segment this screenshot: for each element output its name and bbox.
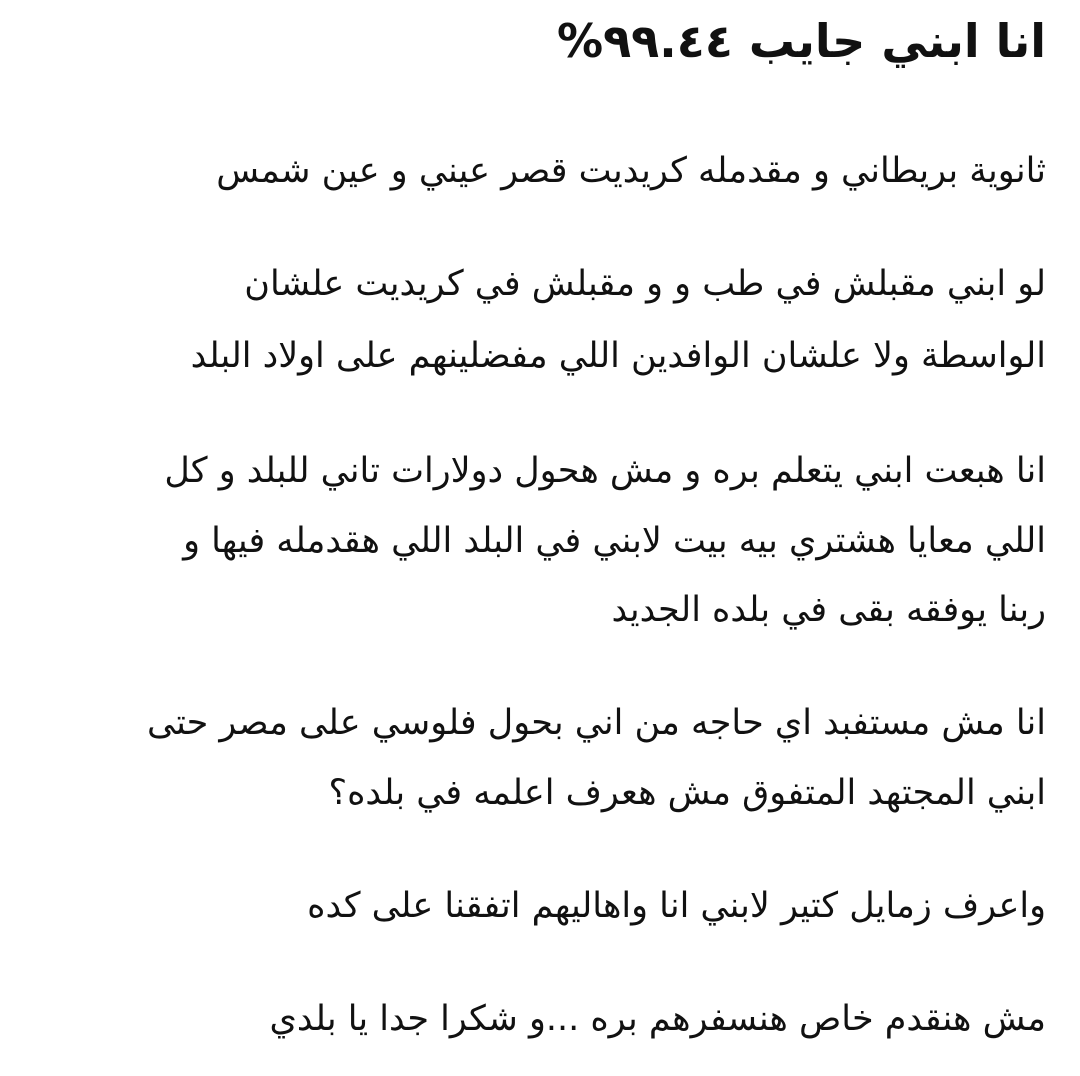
cropped-next-line <box>66 1062 1046 1076</box>
post-title: انا ابني جايب ٩٩.٤٤% <box>557 14 1046 68</box>
body-line-4: انا هبعت ابني يتعلم بره و مش هحول دولارات تاني للبلد و كل <box>164 451 1046 491</box>
body-line-5: اللي معايا هشتري بيه بيت لابني في البلد اللي هقدمله فيها و <box>183 521 1046 561</box>
body-line-10: مش هنقدم خاص هنسفرهم بره ...و شكرا جدا يا بلدي <box>269 999 1046 1039</box>
body-line-6: ربنا يوفقه بقى في بلده الجديد <box>611 590 1046 630</box>
body-line-7: انا مش مستفبد اي حاجه من اني بحول فلوسي على مصر حتى <box>146 703 1046 743</box>
body-line-1: ثانوية بريطاني و مقدمله كريديت قصر عيني و عين شمس <box>216 151 1046 191</box>
body-line-9: واعرف زمايل كتير لابني انا واهاليهم اتفقنا على كده <box>307 886 1046 926</box>
body-line-8: ابني المجتهد المتفوق مش هعرف اعلمه في بلده؟ <box>328 773 1046 813</box>
body-line-3: الواسطة ولا علشان الوافدين اللي مفضلينهم على اولاد البلد <box>190 336 1046 376</box>
body-line-2: لو ابني مقبلش في طب و و مقبلش في كريديت علشان <box>244 264 1046 304</box>
